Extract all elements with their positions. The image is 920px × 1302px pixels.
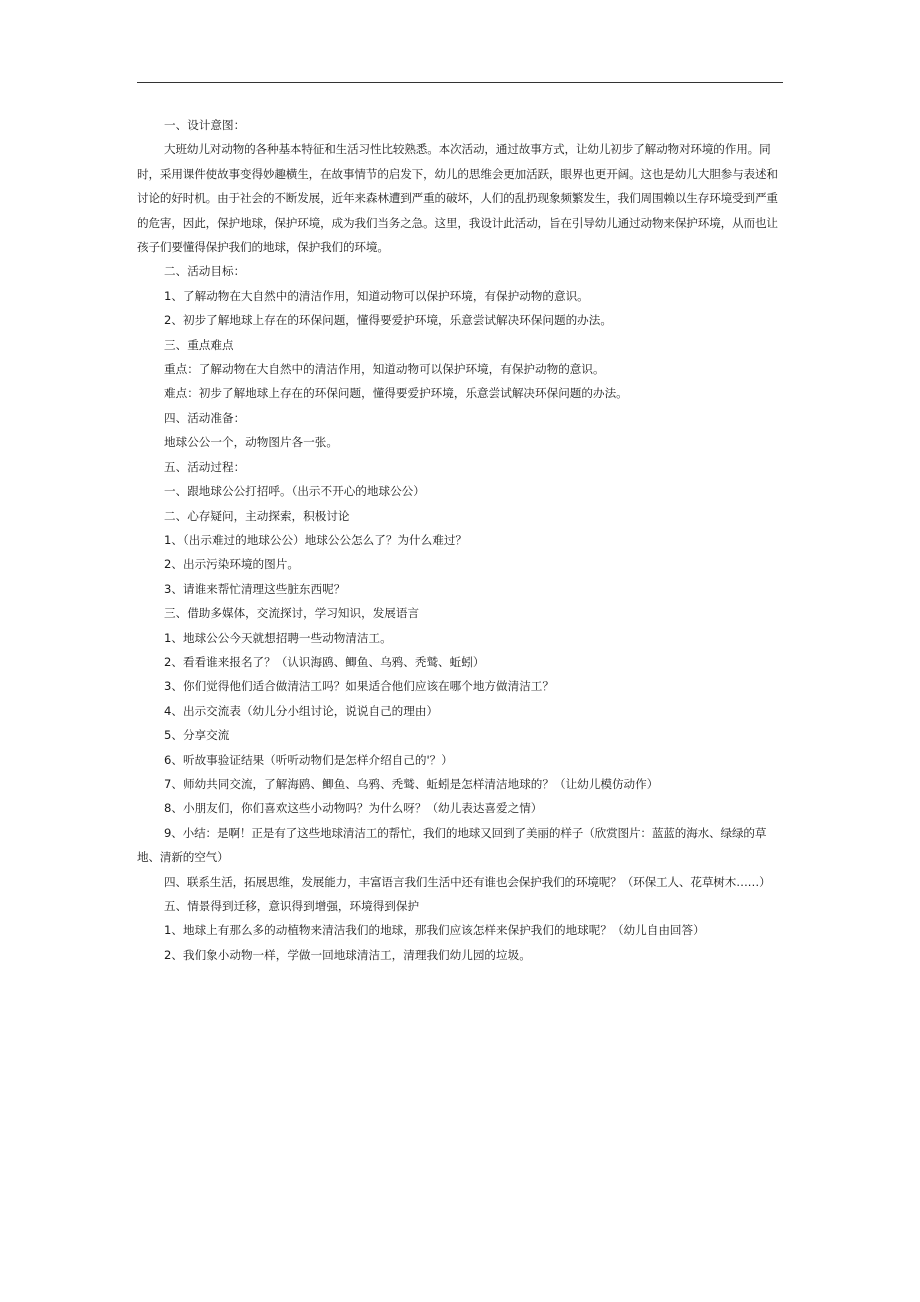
section-heading-key-points: 三、重点难点 [164,337,234,352]
process-step: 一、跟地球公公打招呼。（出示不开心的地球公公） [164,484,425,499]
header-rule [137,82,783,83]
list-item: 1、了解动物在大自然中的清洁作用，知道动物可以保护环境，有保护动物的意识。 [164,288,589,303]
section-heading-process: 五、活动过程： [164,459,246,474]
list-item: 3、请谁来帮忙清理这些脏东西呢？ [164,581,346,596]
list-item: 1、地球公公今天就想招聘一些动物清洁工。 [164,630,392,645]
list-item: 2、初步了解地球上存在的环保问题，懂得要爱护环境，乐意尝试解决环保问题的办法。 [164,313,612,328]
paragraph-preparation: 地球公公一个，动物图片各一张。 [164,435,338,450]
list-item: 2、看看谁来报名了？（认识海鸥、鲫鱼、乌鸦、秃鹫、蚯蚓） [164,654,485,669]
list-item: 4、出示交流表（幼儿分小组讨论，说说自己的理由） [164,703,439,718]
list-item: 2、我们象小动物一样，学做一回地球清洁工，清理我们幼儿园的垃圾。 [164,947,531,962]
process-step: 四、联系生活，拓展思维，发展能力，丰富语言我们生活中还有谁也会保护我们的环境呢？（环保工人、花草树木……） [164,874,771,889]
paragraph-design-intent: 大班幼儿对动物的各种基本特征和生活习性比较熟悉。本次活动，通过故事方式，让幼儿初步了解动物对环境的作用。同时，采用课件使故事变得妙趣横生，在故事情节的启发下，幼儿的思维会更加活跃，眼界也更开阔。这也是幼儿大胆参与表述和讨论的好时机。由于社会的不断发展，近年来森林遭到严重的破坏，人们的乱扔现象频繁发生，我们周围赖以生存环境受到严重的危害，因此，保护地球，保护环境，成为我们当务之急。这里，我设计此活动，旨在引导幼儿通过动物来保护环境，从而也让孩子们要懂得保护我们的地球，保护我们的环境。 [137,142,778,255]
paragraph-key-point: 重点：了解动物在大自然中的清洁作用，知道动物可以保护环境，有保护动物的意识。 [164,362,605,377]
section-heading-design-intent: 一、设计意图： [164,118,246,132]
paragraph-difficult-point: 难点：初步了解地球上存在的环保问题，懂得要爱护环境，乐意尝试解决环保问题的办法。 [164,386,628,401]
list-item: 1、地球上有那么多的动植物来清洁我们的地球，那我们应该怎样来保护我们的地球呢？（幼儿自由回答） [164,923,705,938]
document-body [137,113,783,967]
list-item: 1、（出示难过的地球公公）地球公公怎么了？为什么难过？ [164,532,468,547]
process-step: 三、借助多媒体，交流探讨，学习知识，发展语言 [164,606,420,621]
list-item: 6、听故事验证结果（听听动物们是怎样介绍自己的'？） [164,752,453,767]
list-item: 8、小朋友们，你们喜欢这些小动物吗？为什么呀？（幼儿表达喜爱之情） [164,801,543,816]
section-heading-preparation: 四、活动准备： [164,410,246,425]
list-item: 7、师幼共同交流，了解海鸥、鲫鱼、乌鸦、秃鹫、蚯蚓是怎样清洁地球的？（让幼儿模仿动作） [164,776,659,791]
list-item: 5、分享交流 [164,728,230,743]
process-step: 二、心存疑问，主动探索，积极讨论 [164,508,350,523]
section-heading-goals: 二、活动目标： [164,264,246,279]
list-item: 9、小结：是啊！正是有了这些地球清洁工的帮忙，我们的地球又回到了美丽的样子（欣赏图片：蓝蓝的海水、绿绿的草地、清新的空气） [137,825,767,865]
process-step: 五、情景得到迁移，意识得到增强，环境得到保护 [164,899,420,913]
list-item: 2、出示污染环境的图片。 [164,557,299,572]
list-item: 3、你们觉得他们适合做清洁工吗？如果适合他们应该在哪个地方做清洁工？ [164,679,554,694]
